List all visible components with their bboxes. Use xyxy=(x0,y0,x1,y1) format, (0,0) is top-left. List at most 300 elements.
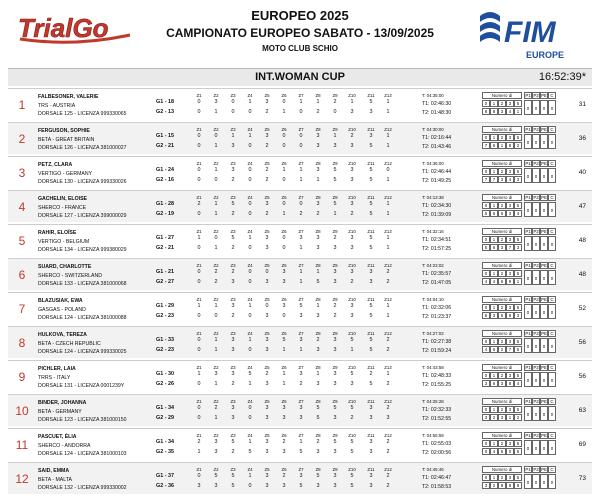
score-count-key: 0 xyxy=(482,270,490,277)
zone-score-lap2: 3 xyxy=(282,415,286,421)
score-box xyxy=(482,194,554,218)
zone-score-lap2: 2 xyxy=(231,313,235,319)
score-count-value: 2 xyxy=(498,346,506,353)
score-count-value: 7 xyxy=(490,176,498,183)
score-count-key: 0 xyxy=(482,372,490,379)
score-box-label: Numero di xyxy=(482,364,522,371)
trialgo-logo-text: TrialGo xyxy=(18,13,109,43)
zone-score-lap1: 0 xyxy=(197,337,201,343)
score-count-value: 5 xyxy=(498,448,506,455)
zone-score-lap1: 5 xyxy=(316,405,320,411)
penalty-c-value: 0 xyxy=(548,440,556,455)
penalty-pe-value: 0 xyxy=(540,202,548,217)
zone-score-lap2: 0 xyxy=(197,313,201,319)
rider-name: RAHIR, ELOÏSE xyxy=(38,230,77,236)
penalty-p2-label: P2 xyxy=(533,365,539,370)
start-time: T: 04:35:00 xyxy=(422,93,444,98)
zone-header: Z12 xyxy=(384,433,392,438)
rider-name: PASCUET, ÈLIA xyxy=(38,434,77,440)
penalty-pe-value: 0 xyxy=(540,440,548,455)
zone-header: Z2 xyxy=(213,399,219,404)
zone-score-lap2: 0 xyxy=(248,211,252,217)
zone-score-lap2: 3 xyxy=(265,347,269,353)
zone-score-lap2: 3 xyxy=(316,381,320,387)
score-count-key: 3 xyxy=(506,134,514,141)
penalty-c-value: 0 xyxy=(548,100,556,115)
zone-score-lap1: 0 xyxy=(214,235,218,241)
zone-score-lap1: 3 xyxy=(350,167,354,173)
zone-score-lap2: 0 xyxy=(248,143,252,149)
rider-name: FALBESONER, VALERIE xyxy=(38,94,99,100)
score-count-key: 1 xyxy=(490,100,498,107)
score-count-value: 3 xyxy=(498,244,506,251)
zone-score-lap2: 0 xyxy=(248,483,252,489)
score-count-value: 6 xyxy=(490,244,498,251)
zone-score-lap2: 3 xyxy=(333,245,337,251)
score-box xyxy=(482,228,554,252)
zone-score-lap2: 3 xyxy=(350,177,354,183)
zone-score-lap1: 3 xyxy=(369,405,373,411)
zone-header: Z10 xyxy=(348,229,356,234)
zone-header: Z11 xyxy=(367,229,375,234)
penalty-c-label: C xyxy=(548,126,556,133)
zone-score-lap1: 0 xyxy=(282,201,286,207)
lap2-total: G2 - 36 xyxy=(156,483,174,489)
score-count-value: 3 xyxy=(482,414,490,421)
zone-score-lap1: 1 xyxy=(248,473,252,479)
score-count-key: 2 xyxy=(498,134,506,141)
zone-score-lap1: 2 xyxy=(333,99,337,105)
zone-score-lap1: 1 xyxy=(214,201,218,207)
zone-score-lap2: 1 xyxy=(214,347,218,353)
zone-score-lap2: 3 xyxy=(265,449,269,455)
zone-header: Z4 xyxy=(247,93,253,98)
zone-header: Z6 xyxy=(281,365,287,370)
score-count-key: 1 xyxy=(490,474,498,481)
lap2-total: G2 - 13 xyxy=(156,109,174,115)
zone-score-lap1: 2 xyxy=(214,269,218,275)
score-box-label: Numero di xyxy=(482,160,522,167)
lap1-time: T1: 02:35:57 xyxy=(422,271,452,277)
lap1-time: T1: 02:27:38 xyxy=(422,339,452,345)
zone-header: Z1 xyxy=(196,229,202,234)
score-count-value: 8 xyxy=(506,312,514,319)
zone-header: Z2 xyxy=(213,161,219,166)
zone-score-lap1: 0 xyxy=(282,235,286,241)
zone-score-lap2: 5 xyxy=(369,211,373,217)
zone-score-lap1: 0 xyxy=(214,133,218,139)
zone-score-lap2: 3 xyxy=(265,245,269,251)
score-count-key: 3 xyxy=(506,338,514,345)
zone-score-lap1: 1 xyxy=(333,133,337,139)
penalty-pe-label: PE xyxy=(541,467,547,472)
start-time: T: 04:04:10 xyxy=(422,297,444,302)
score-count-key: 0 xyxy=(482,168,490,175)
zone-score-lap2: 0 xyxy=(197,143,201,149)
zone-score-lap1: 2 xyxy=(231,269,235,275)
penalty-p2-value: 0 xyxy=(532,338,540,353)
penalty-c-label: C xyxy=(548,398,556,405)
zone-score-lap1: 1 xyxy=(197,371,201,377)
zone-score-lap2: 5 xyxy=(369,347,373,353)
zone-score-lap1: 1 xyxy=(214,167,218,173)
zone-score-lap2: 3 xyxy=(316,245,320,251)
result-row xyxy=(8,394,592,426)
score-count-key: 5 xyxy=(514,304,522,311)
zone-score-lap1: 5 xyxy=(369,201,373,207)
zone-score-lap1: 3 xyxy=(369,269,373,275)
penalty-p2-value: 0 xyxy=(532,474,540,489)
zone-score-lap1: 2 xyxy=(333,235,337,241)
score-count-value: 8 xyxy=(506,380,514,387)
zone-score-lap1: 3 xyxy=(299,405,303,411)
zone-header: Z9 xyxy=(332,297,338,302)
zone-score-lap1: 1 xyxy=(299,269,303,275)
zone-score-lap2: 2 xyxy=(386,449,390,455)
penalty-p1-value: 0 xyxy=(524,406,532,421)
penalty-p2-label: P2 xyxy=(533,297,539,302)
lap1-total: G1 - 30 xyxy=(156,371,174,377)
penalty-p1-value: 0 xyxy=(524,440,532,455)
lap2-total: G2 - 26 xyxy=(156,381,174,387)
zone-score-lap1: 1 xyxy=(214,337,218,343)
lap1-total: G1 - 24 xyxy=(156,167,174,173)
penalty-pe-label: PE xyxy=(541,263,547,268)
zone-score-lap1: 2 xyxy=(386,337,390,343)
zone-header: Z3 xyxy=(230,263,236,268)
total-score: 40 xyxy=(578,169,586,176)
zone-score-lap1: 1 xyxy=(248,337,252,343)
score-count-key: 5 xyxy=(514,372,522,379)
penalty-p1-value: 0 xyxy=(524,236,532,251)
total-score: 69 xyxy=(578,441,586,448)
penalty-pe-value: 0 xyxy=(540,236,548,251)
lap1-total: G1 - 29 xyxy=(156,303,174,309)
zone-header: Z10 xyxy=(348,161,356,166)
zone-score-lap2: 3 xyxy=(369,415,373,421)
zone-header: Z12 xyxy=(384,195,392,200)
zone-score-lap1: 1 xyxy=(248,235,252,241)
zone-header: Z9 xyxy=(332,467,338,472)
zone-score-lap2: 3 xyxy=(333,483,337,489)
lap2-total: G2 - 16 xyxy=(156,177,174,183)
zone-score-lap1: 5 xyxy=(333,201,337,207)
zone-score-lap2: 0 xyxy=(214,177,218,183)
lap2-time: T2: 01:57:25 xyxy=(422,246,452,252)
lap1-total: G1 - 33 xyxy=(156,337,174,343)
score-count-value: 3 xyxy=(482,482,490,489)
zone-score-lap2: 5 xyxy=(299,449,303,455)
zone-score-lap1: 2 xyxy=(369,371,373,377)
zone-score-lap2: 3 xyxy=(282,483,286,489)
zone-score-lap1: 1 xyxy=(316,371,320,377)
score-count-value: 4 xyxy=(482,278,490,285)
score-count-value: 5 xyxy=(482,312,490,319)
score-count-key: 0 xyxy=(482,134,490,141)
zone-header: Z4 xyxy=(247,399,253,404)
lap1-total: G1 - 18 xyxy=(156,99,174,105)
score-box-label: Numero di xyxy=(482,262,522,269)
zone-header: Z10 xyxy=(348,331,356,336)
zone-header: Z8 xyxy=(315,467,321,472)
zone-score-lap2: 3 xyxy=(316,347,320,353)
penalty-c-label: C xyxy=(548,330,556,337)
zone-score-lap2: 5 xyxy=(369,245,373,251)
zone-score-lap1: 1 xyxy=(248,303,252,309)
zone-header: Z4 xyxy=(247,229,253,234)
zone-header: Z2 xyxy=(213,93,219,98)
score-count-value: 8 xyxy=(490,108,498,115)
penalty-c-value: 0 xyxy=(548,134,556,149)
position: 4 xyxy=(18,200,26,214)
total-score: 36 xyxy=(578,135,586,142)
score-count-key: 0 xyxy=(482,440,490,447)
zone-score-lap2: 3 xyxy=(231,143,235,149)
penalty-c-value: 0 xyxy=(548,474,556,489)
result-row xyxy=(8,428,592,460)
lap2-total: G2 - 23 xyxy=(156,313,174,319)
penalty-p1-value: 0 xyxy=(524,100,532,115)
zone-header: Z7 xyxy=(298,263,304,268)
score-box-label: Numero di xyxy=(482,330,522,337)
lap1-time: T1: 02:34:51 xyxy=(422,237,452,243)
rider-name: PETZ, CLARA xyxy=(38,162,73,168)
score-count-value: 3 xyxy=(506,210,514,217)
penalty-p2-value: 0 xyxy=(532,236,540,251)
lap2-time: T2: 01:52:55 xyxy=(422,416,452,422)
zone-score-lap1: 2 xyxy=(386,405,390,411)
score-count-key: 3 xyxy=(506,372,514,379)
score-count-value: 6 xyxy=(490,380,498,387)
penalty-pe-label: PE xyxy=(541,93,547,98)
zone-score-lap1: 3 xyxy=(282,303,286,309)
zone-score-lap1: 3 xyxy=(214,439,218,445)
zone-header: Z3 xyxy=(230,399,236,404)
zone-score-lap1: 5 xyxy=(350,473,354,479)
category-time: 16:52:39* xyxy=(538,71,586,83)
lap1-time: T1: 02:34:30 xyxy=(422,203,452,209)
score-count-key: 5 xyxy=(514,202,522,209)
lap2-time: T2: 01:47:05 xyxy=(422,280,452,286)
zone-score-lap2: 2 xyxy=(231,177,235,183)
zone-score-lap1: 3 xyxy=(333,473,337,479)
zone-score-lap1: 3 xyxy=(369,133,373,139)
score-count-key: 2 xyxy=(498,338,506,345)
organizer: MOTO CLUB SCHIO xyxy=(262,44,338,53)
zone-score-lap1: 0 xyxy=(197,133,201,139)
zone-header: Z1 xyxy=(196,331,202,336)
zone-header: Z1 xyxy=(196,127,202,132)
zone-header: Z7 xyxy=(298,229,304,234)
zone-header: Z3 xyxy=(230,331,236,336)
zone-header: Z8 xyxy=(315,161,321,166)
zone-score-lap1: 3 xyxy=(265,473,269,479)
lap1-time: T1: 02:46:47 xyxy=(422,475,452,481)
zone-score-lap1: 5 xyxy=(231,235,235,241)
zone-score-lap2: 3 xyxy=(350,381,354,387)
zone-score-lap2: 3 xyxy=(333,347,337,353)
zone-score-lap2: 0 xyxy=(282,143,286,149)
score-count-key: 1 xyxy=(490,338,498,345)
penalty-p1-value: 0 xyxy=(524,304,532,319)
score-count-key: 2 xyxy=(498,372,506,379)
total-score: 47 xyxy=(578,203,586,210)
score-count-key: 0 xyxy=(482,304,490,311)
zone-score-lap2: 1 xyxy=(248,381,252,387)
zone-header: Z11 xyxy=(367,297,375,302)
zone-header: Z5 xyxy=(264,161,270,166)
lap2-total: G2 - 21 xyxy=(156,143,174,149)
score-count-key: 3 xyxy=(506,270,514,277)
zone-header: Z4 xyxy=(247,195,253,200)
score-count-value: 3 xyxy=(498,380,506,387)
position: 10 xyxy=(15,404,29,418)
zone-score-lap2: 3 xyxy=(369,449,373,455)
zone-score-lap1: 3 xyxy=(231,337,235,343)
rider-name: SUARD, CHARLOTTE xyxy=(38,264,92,270)
penalty-p2-label: P2 xyxy=(533,467,539,472)
score-count-key: 5 xyxy=(514,168,522,175)
penalty-pe-label: PE xyxy=(541,399,547,404)
zone-score-lap1: 0 xyxy=(299,133,303,139)
score-count-value: 2 xyxy=(490,482,498,489)
rider-name: PICHLER, LAIA xyxy=(38,366,76,372)
score-box-label: Numero di xyxy=(482,432,522,439)
score-count-key: 5 xyxy=(514,474,522,481)
zone-score-lap1: 5 xyxy=(299,303,303,309)
penalty-c-value: 0 xyxy=(548,372,556,387)
score-box xyxy=(482,126,554,150)
zone-score-lap2: 2 xyxy=(231,449,235,455)
score-count-value: 6 xyxy=(498,278,506,285)
penalty-pe-value: 0 xyxy=(540,304,548,319)
score-count-value: 3 xyxy=(514,312,522,319)
zone-score-lap1: 2 xyxy=(386,473,390,479)
zone-score-lap1: 3 xyxy=(350,269,354,275)
zone-header: Z5 xyxy=(264,399,270,404)
total-score: 56 xyxy=(578,339,586,346)
result-row xyxy=(8,224,592,256)
zone-score-lap2: 1 xyxy=(282,347,286,353)
zone-score-lap1: 1 xyxy=(386,303,390,309)
rider-name: HULKOVA, TEREZA xyxy=(38,332,87,338)
zone-score-lap2: 3 xyxy=(299,313,303,319)
rider-licence: DORSALE 124 - LICENZA 999330025 xyxy=(38,349,127,355)
zone-score-lap2: 1 xyxy=(214,245,218,251)
score-count-value: 5 xyxy=(482,244,490,251)
zone-score-lap1: 5 xyxy=(369,303,373,309)
zone-score-lap2: 3 xyxy=(333,449,337,455)
zone-score-lap1: 3 xyxy=(333,371,337,377)
zone-score-lap2: 2 xyxy=(214,279,218,285)
zone-header: Z6 xyxy=(281,229,287,234)
zone-header: Z12 xyxy=(384,331,392,336)
zone-header: Z9 xyxy=(332,365,338,370)
zone-score-lap1: 1 xyxy=(350,99,354,105)
zone-score-lap1: 3 xyxy=(231,167,235,173)
lap2-time: T2: 02:00:56 xyxy=(422,450,452,456)
score-count-value: 2 xyxy=(514,142,522,149)
zone-score-lap1: 2 xyxy=(265,371,269,377)
zone-header: Z5 xyxy=(264,297,270,302)
zone-score-lap1: 2 xyxy=(197,201,201,207)
score-count-value: 3 xyxy=(514,244,522,251)
start-time: T: 04:45:46 xyxy=(422,467,444,472)
score-box-label: Numero di xyxy=(482,398,522,405)
zone-score-lap1: 2 xyxy=(316,337,320,343)
penalty-pe-label: PE xyxy=(541,229,547,234)
zone-score-lap2: 3 xyxy=(231,347,235,353)
zone-score-lap1: 3 xyxy=(265,337,269,343)
zone-header: Z10 xyxy=(348,365,356,370)
zone-score-lap1: 0 xyxy=(248,405,252,411)
zone-header: Z11 xyxy=(367,365,375,370)
zone-score-lap2: 0 xyxy=(197,177,201,183)
result-row xyxy=(8,122,592,154)
score-count-key: 1 xyxy=(490,406,498,413)
zone-score-lap2: 1 xyxy=(386,177,390,183)
zone-score-lap2: 0 xyxy=(197,211,201,217)
position: 5 xyxy=(18,234,26,248)
zone-score-lap1: 1 xyxy=(386,133,390,139)
total-score: 52 xyxy=(578,305,586,312)
zone-score-lap1: 1 xyxy=(316,99,320,105)
zone-score-lap1: 1 xyxy=(316,303,320,309)
zone-header: Z10 xyxy=(348,127,356,132)
zone-header: Z3 xyxy=(230,467,236,472)
penalty-pe-value: 0 xyxy=(540,100,548,115)
zone-header: Z3 xyxy=(230,195,236,200)
zone-score-lap1: 1 xyxy=(386,235,390,241)
zone-score-lap1: 1 xyxy=(386,201,390,207)
zone-score-lap1: 3 xyxy=(299,235,303,241)
penalty-c-value: 0 xyxy=(548,202,556,217)
penalty-c-label: C xyxy=(548,228,556,235)
zone-score-lap2: 3 xyxy=(350,143,354,149)
zone-score-lap1: 2 xyxy=(282,473,286,479)
score-count-value: 4 xyxy=(506,176,514,183)
zone-header: Z11 xyxy=(367,331,375,336)
zone-header: Z1 xyxy=(196,399,202,404)
zone-score-lap1: 0 xyxy=(282,99,286,105)
zone-header: Z5 xyxy=(264,433,270,438)
score-box xyxy=(482,466,554,490)
zone-score-lap2: 2 xyxy=(386,279,390,285)
zone-score-lap2: 3 xyxy=(333,279,337,285)
zone-header: Z2 xyxy=(213,297,219,302)
score-count-value: 4 xyxy=(506,108,514,115)
zone-score-lap2: 2 xyxy=(386,347,390,353)
rider-licence: DORSALE 124 - LICENZA 381000103 xyxy=(38,451,127,457)
start-time: T: 04:23:02 xyxy=(422,263,444,268)
zone-header: Z3 xyxy=(230,127,236,132)
zone-score-lap2: 0 xyxy=(197,245,201,251)
zone-score-lap2: 1 xyxy=(350,347,354,353)
zone-score-lap1: 1 xyxy=(282,167,286,173)
zone-score-lap1: 2 xyxy=(386,439,390,445)
penalty-p1-value: 0 xyxy=(524,474,532,489)
zone-header: Z6 xyxy=(281,433,287,438)
zone-score-lap2: 0 xyxy=(333,109,337,115)
result-row xyxy=(8,292,592,324)
zone-header: Z4 xyxy=(247,433,253,438)
score-count-key: 3 xyxy=(506,406,514,413)
zone-score-lap2: 0 xyxy=(282,245,286,251)
zone-score-lap2: 3 xyxy=(316,483,320,489)
total-score: 56 xyxy=(578,373,586,380)
fim-europe-logo xyxy=(476,4,576,62)
zone-score-lap2: 3 xyxy=(316,449,320,455)
